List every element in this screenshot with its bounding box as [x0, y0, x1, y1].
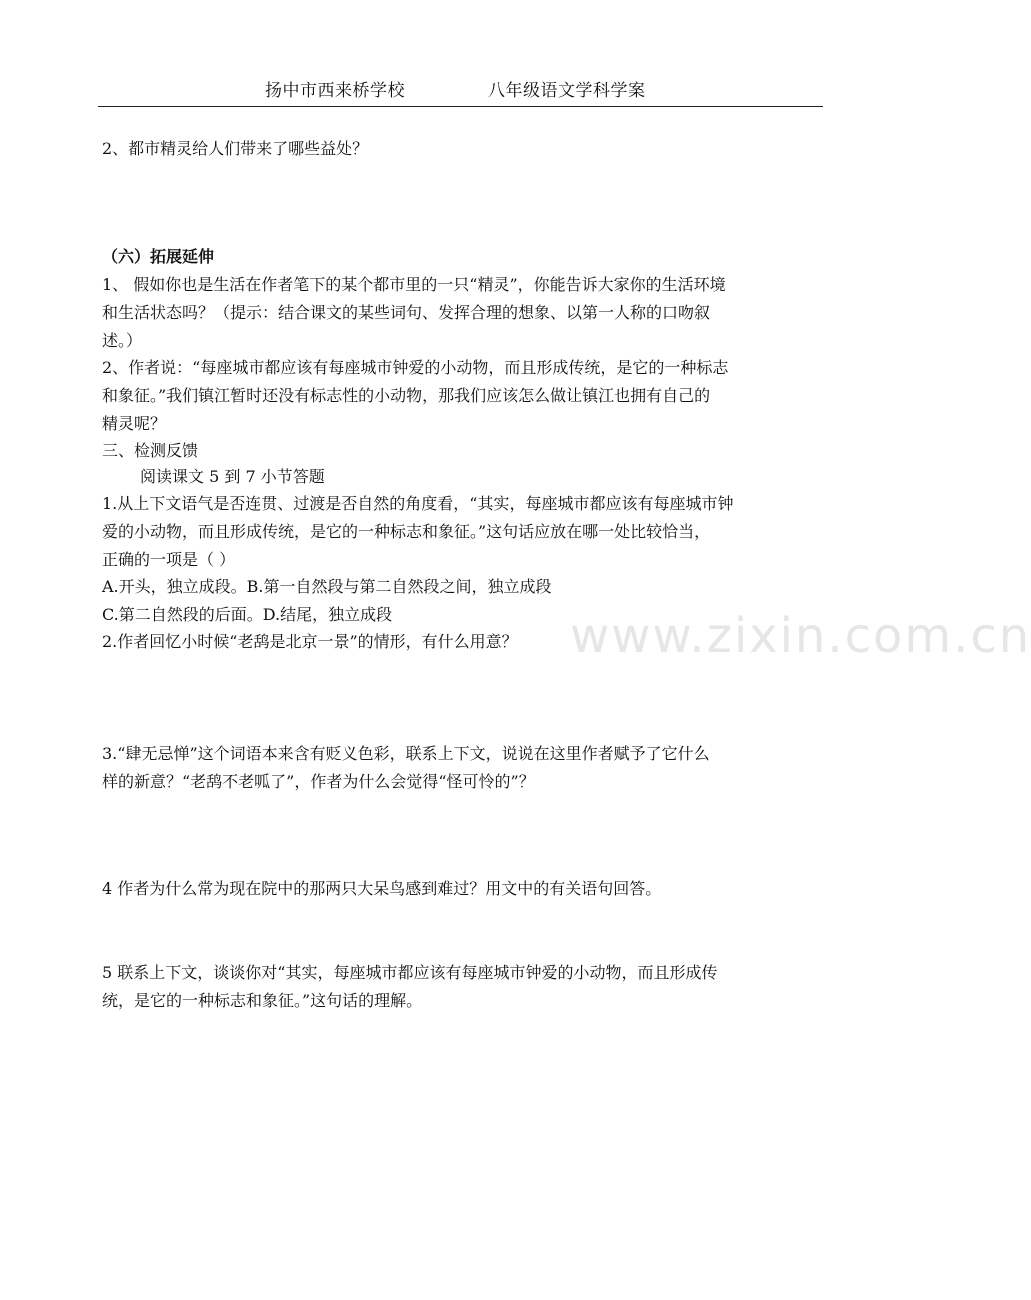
- extension-q1-line3: 述。）: [102, 331, 143, 350]
- section-heading-feedback: 三、检测反馈: [102, 441, 199, 460]
- extension-q2-line2: 和象征。”我们镇江暂时还没有标志性的小动物，那我们应该怎么做让镇江也拥有自己的: [102, 386, 711, 405]
- feedback-q1-options-cd: C.第二自然段的后面。D.结尾，独立成段: [102, 605, 393, 624]
- feedback-q5-line2: 统，是它的一种标志和象征。”这句话的理解。: [102, 991, 423, 1010]
- reading-instruction: 阅读课文 5 到 7 小节答题: [140, 467, 325, 486]
- watermark: www.zixin.com.cn: [570, 608, 1031, 664]
- feedback-q5-line1: 5 联系上下文，谈谈你对“其实，每座城市都应该有每座城市钟爱的小动物，而且形成传: [102, 963, 718, 982]
- feedback-q1-line2: 爱的小动物，而且形成传统，是它的一种标志和象征。”这句话应放在哪一处比较恰当，: [102, 522, 711, 541]
- extension-q1-line2: 和生活状态吗？（提示：结合课文的某些词句、发挥合理的想象、以第一人称的口吻叙: [102, 303, 711, 322]
- feedback-q1-line1: 1.从上下文语气是否连贯、过渡是否自然的角度看，“其实，每座城市都应该有每座城市钟: [102, 494, 734, 513]
- question-2-benefits: 2、都市精灵给人们带来了哪些益处？: [102, 139, 369, 158]
- extension-q2-line1: 2、作者说：“每座城市都应该有每座城市钟爱的小动物，而且形成传统，是它的一种标志: [102, 358, 729, 377]
- subject-title: 八年级语文学科学案: [488, 81, 646, 101]
- feedback-q4: 4 作者为什么常为现在院中的那两只大呆鸟感到难过？用文中的有关语句回答。: [102, 879, 662, 898]
- feedback-q3-line2: 样的新意？“老鸹不老呱了”，作者为什么会觉得“怪可怜的”？: [102, 772, 535, 791]
- feedback-q1-options-ab: A.开头，独立成段。B.第一自然段与第二自然段之间，独立成段: [102, 577, 552, 596]
- feedback-q3-line1: 3.“肆无忌惮”这个词语本来含有贬义色彩，联系上下文，说说在这里作者赋予了它什么: [102, 744, 710, 763]
- feedback-q2: 2.作者回忆小时候“老鸹是北京一景”的情形，有什么用意？: [102, 632, 518, 651]
- extension-q2-line3: 精灵呢？: [102, 414, 167, 433]
- feedback-q1-line3: 正确的一项是（ ）: [102, 550, 236, 569]
- section-heading-extension: （六）拓展延伸: [102, 247, 215, 266]
- school-name: 扬中市西来桥学校: [265, 81, 405, 101]
- page-header: [98, 74, 823, 107]
- extension-q1-line1: 1、 假如你也是生活在作者笔下的某个都市里的一只“精灵”，你能告诉大家你的生活环境: [102, 275, 726, 294]
